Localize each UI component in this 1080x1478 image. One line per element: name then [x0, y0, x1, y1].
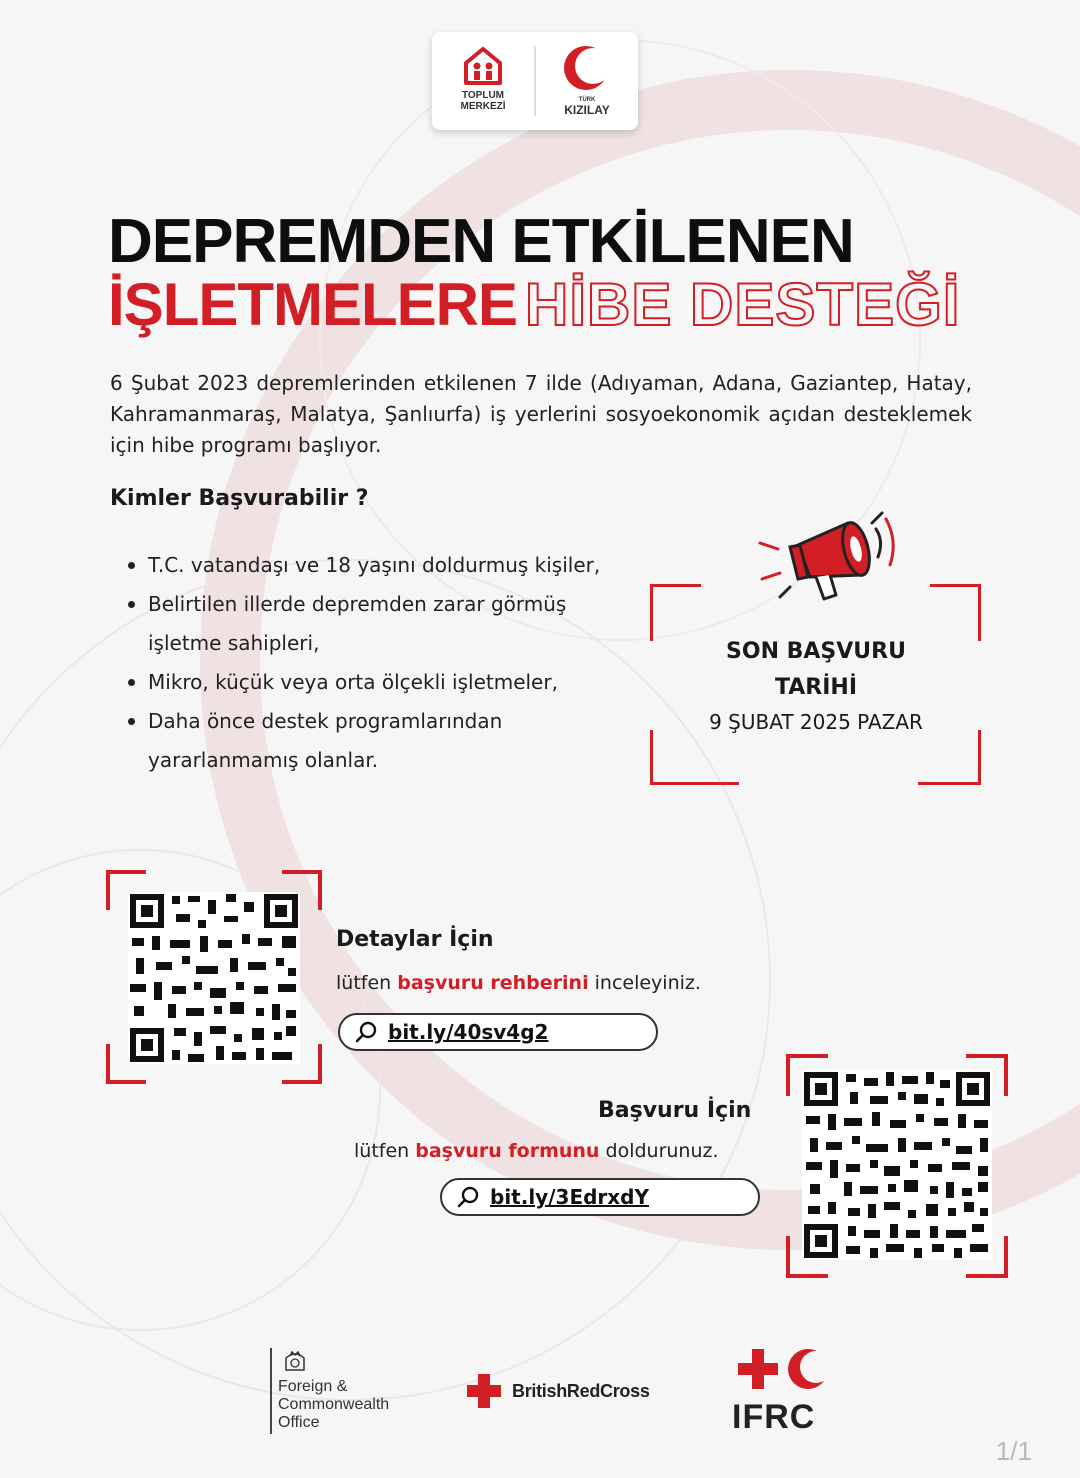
search-icon [456, 1184, 482, 1210]
deadline-date: 9 ŞUBAT 2025 PAZAR [709, 710, 923, 734]
deadline-frame-corner [650, 584, 701, 641]
fco-divider [270, 1348, 272, 1434]
cross-crescent-icon [734, 1346, 830, 1392]
apply-text [354, 1140, 719, 1162]
headline-line2 [108, 270, 1008, 355]
fco-line2: Commonwealth [278, 1396, 390, 1413]
royal-crest-icon [280, 1350, 310, 1374]
brc-name: BritishRedCross [512, 1380, 650, 1401]
deadline-title [652, 634, 980, 706]
apply-text-highlight: başvuru formunu [415, 1140, 600, 1162]
deadline-frame-corner [650, 730, 739, 785]
logo-kizilay: KIZILAY [564, 103, 610, 117]
list-item: Mikro, küçük veya orta ölçekli işletmeler, [124, 663, 604, 702]
apply-text-after: doldurunuz. [599, 1140, 719, 1162]
deadline-frame-corner [918, 730, 981, 785]
qr-code-details[interactable] [106, 870, 322, 1084]
details-text [336, 972, 701, 994]
details-text-before: lütfen [336, 972, 398, 994]
intro-paragraph: 6 Şubat 2023 depremlerinden etkilenen 7 ilde (Adıyaman, Adana, Gaziantep, Hatay, Kahramanmaraş, Malatya, Şanlıurfa) iş yerlerini sosyoekonomik açıdan desteklemek için hibe programı başlıyor. [110, 371, 972, 457]
list-item: T.C. vatandaşı ve 18 yaşını doldurmuş kişiler, [124, 546, 604, 585]
details-text-after: inceleyiniz. [588, 972, 701, 994]
ifrc-logo [730, 1346, 832, 1438]
apply-link-pill[interactable] [440, 1178, 760, 1216]
partner-logo-card [432, 32, 638, 130]
headline-outline: HİBE DESTEĞİ [525, 271, 961, 338]
ifrc-text: IFRC [732, 1398, 816, 1436]
list-item: Belirtilen illerde depremden zarar görmüş işletme sahipleri, [124, 585, 604, 663]
apply-text-before: lütfen [354, 1140, 416, 1162]
logo-merkezi: MERKEZİ [460, 101, 506, 112]
deadline-frame-corner [930, 584, 981, 641]
list-item: Daha önce destek programlarından yararlanmamış olanlar. [124, 702, 604, 780]
search-icon [354, 1019, 380, 1045]
details-heading: Detaylar İçin [336, 927, 494, 952]
megaphone-icon [750, 505, 910, 610]
logo-divider [534, 46, 536, 116]
deadline-title-line1: SON BAŞVURU [726, 639, 906, 664]
page-indicator: 1/1 [995, 1436, 1032, 1466]
fco-logo [270, 1348, 420, 1434]
eligibility-heading: Kimler Başvurabilir ? [110, 486, 369, 511]
community-center-icon [462, 46, 504, 86]
crescent-icon [560, 42, 612, 94]
logo-turk: TÜRK [578, 97, 596, 103]
apply-link[interactable]: bit.ly/3EdrxdY [490, 1185, 649, 1209]
fco-line3: Office [278, 1414, 320, 1431]
qr-code-apply[interactable] [786, 1054, 1008, 1278]
fco-line1: Foreign & [278, 1378, 348, 1395]
details-link[interactable]: bit.ly/40sv4g2 [388, 1020, 549, 1044]
british-red-cross-logo [464, 1372, 650, 1410]
apply-heading: Başvuru İçin [598, 1098, 752, 1123]
details-link-pill[interactable] [338, 1013, 658, 1051]
details-text-highlight: başvuru rehberini [397, 972, 589, 994]
headline-line1: DEPREMDEN ETKİLENEN [108, 207, 854, 276]
headline-red: İŞLETMELERE [108, 271, 518, 338]
deadline-title-line2: TARİHİ [774, 675, 858, 700]
logo-toplum: TOPLUM [461, 90, 505, 101]
red-cross-icon [464, 1372, 504, 1410]
eligibility-list [124, 546, 604, 780]
